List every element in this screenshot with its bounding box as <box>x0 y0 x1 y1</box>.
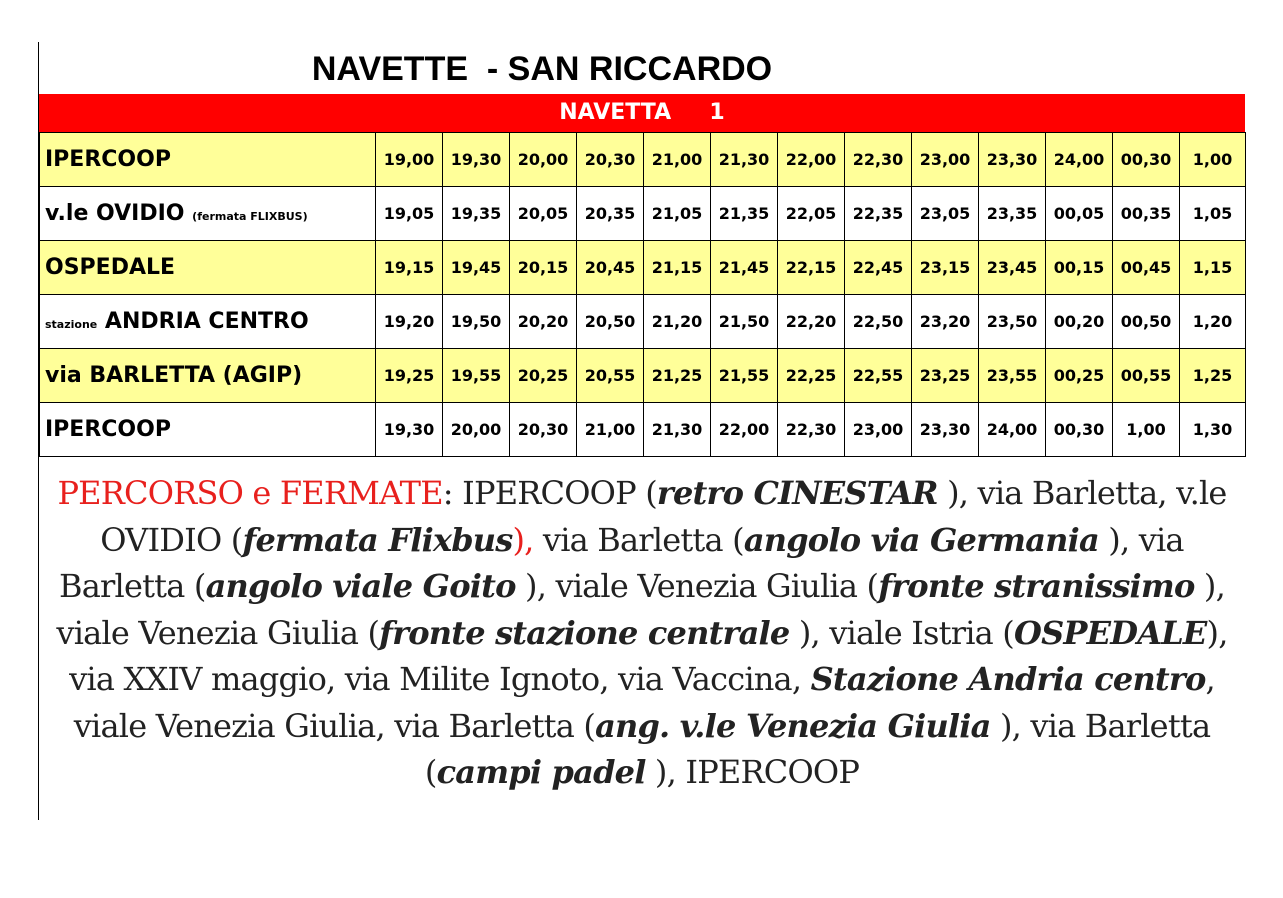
departure-time-cell: 21,30 <box>711 133 778 187</box>
departure-time-cell: 1,00 <box>1113 403 1180 457</box>
departure-time-cell: 23,05 <box>912 187 979 241</box>
departure-time-cell: 23,25 <box>912 349 979 403</box>
departure-time-cell: 1,20 <box>1180 295 1246 349</box>
departure-time-cell: 19,35 <box>443 187 510 241</box>
route-stop-highlight: campi padel <box>436 753 646 791</box>
stop-name: ANDRIA CENTRO <box>104 309 309 334</box>
route-stop-highlight: fronte stazione centrale <box>379 613 790 652</box>
route-stop-highlight: OSPEDALE <box>1014 613 1207 652</box>
route-text: ), via Barletta ( <box>424 706 1211 791</box>
departure-time-cell: 20,50 <box>577 295 644 349</box>
route-text: ), via XXIV maggio, via Milite Ignoto, via Vaccina, <box>69 613 1228 698</box>
departure-time-cell: 23,55 <box>979 349 1046 403</box>
stop-name-cell <box>40 349 376 403</box>
route-stop-highlight: retro CINESTAR <box>656 474 938 512</box>
departure-time-cell: 1,05 <box>1180 187 1246 241</box>
stop-name-cell <box>40 187 376 241</box>
departure-time-cell: 24,00 <box>1046 133 1113 187</box>
departure-time-cell: 22,30 <box>845 133 912 187</box>
schedule-row <box>40 403 1246 457</box>
departure-time-cell: 20,25 <box>510 349 577 403</box>
stop-prefix: stazione <box>45 318 98 331</box>
departure-time-cell: 23,00 <box>845 403 912 457</box>
route-text: ), viale Istria ( <box>789 613 1014 652</box>
departure-time-cell: 21,05 <box>644 187 711 241</box>
schedule-body <box>40 133 1246 457</box>
departure-time-cell: 21,00 <box>644 133 711 187</box>
departure-time-cell: 20,15 <box>510 241 577 295</box>
route-stop-highlight: fronte stranissimo <box>878 567 1195 605</box>
departure-time-cell: 21,55 <box>711 349 778 403</box>
route-text: , viale Venezia Giulia, via Barletta ( <box>73 660 1215 745</box>
departure-time-cell: 19,30 <box>376 403 443 457</box>
departure-time-cell: 19,20 <box>376 295 443 349</box>
departure-time-cell: 19,50 <box>443 295 510 349</box>
departure-time-cell: 20,35 <box>577 187 644 241</box>
route-text: ), IPERCOOP <box>645 753 860 791</box>
departure-time-cell: 22,45 <box>845 241 912 295</box>
departure-time-cell: 00,15 <box>1046 241 1113 295</box>
stop-name: via BARLETTA (AGIP) <box>45 363 303 388</box>
departure-time-cell: 21,15 <box>644 241 711 295</box>
departure-time-cell: 22,05 <box>778 187 845 241</box>
stop-name-cell <box>40 133 376 187</box>
navetta-banner-label: NAVETTA 1 <box>559 100 725 125</box>
departure-time-cell: 00,05 <box>1046 187 1113 241</box>
departure-time-cell: 00,20 <box>1046 295 1113 349</box>
stop-name: IPERCOOP <box>45 147 171 172</box>
departure-time-cell: 20,30 <box>577 133 644 187</box>
stop-note: (fermata FLIXBUS) <box>192 210 308 223</box>
schedule-row <box>40 133 1246 187</box>
schedule-row <box>40 349 1246 403</box>
departure-time-cell: 00,30 <box>1046 403 1113 457</box>
departure-time-cell: 23,30 <box>979 133 1046 187</box>
route-text: ), <box>512 520 534 559</box>
stop-name: OSPEDALE <box>45 255 176 280</box>
departure-time-cell: 19,25 <box>376 349 443 403</box>
departure-time-cell: 19,30 <box>443 133 510 187</box>
stop-name-cell <box>40 295 376 349</box>
departure-time-cell: 19,05 <box>376 187 443 241</box>
schedule-row <box>40 187 1246 241</box>
departure-time-cell: 23,35 <box>979 187 1046 241</box>
departure-time-cell: 20,05 <box>510 187 577 241</box>
route-text: ), via Barletta, v.le OVIDIO ( <box>100 474 1227 559</box>
departure-time-cell: 20,20 <box>510 295 577 349</box>
route-stop-highlight: angolo viale Goito <box>205 567 516 605</box>
departure-time-cell: 21,45 <box>711 241 778 295</box>
departure-time-cell: 23,50 <box>979 295 1046 349</box>
departure-time-cell: 00,35 <box>1113 187 1180 241</box>
navetta-banner <box>39 94 1245 132</box>
route-segments <box>56 474 1227 791</box>
route-text: ), via Barletta ( <box>59 520 1184 605</box>
departure-time-cell: 23,45 <box>979 241 1046 295</box>
departure-time-cell: 21,00 <box>577 403 644 457</box>
departure-time-cell: 00,25 <box>1046 349 1113 403</box>
departure-time-cell: 22,35 <box>845 187 912 241</box>
route-text: ), viale Venezia Giulia ( <box>56 567 1225 652</box>
departure-time-cell: 1,00 <box>1180 133 1246 187</box>
departure-time-cell: 21,30 <box>644 403 711 457</box>
departure-time-cell: 19,15 <box>376 241 443 295</box>
departure-time-cell: 22,00 <box>778 133 845 187</box>
route-stop-highlight: Stazione Andria centro <box>810 660 1206 698</box>
departure-time-cell: 20,30 <box>510 403 577 457</box>
departure-time-cell: 22,00 <box>711 403 778 457</box>
departure-time-cell: 00,30 <box>1113 133 1180 187</box>
departure-time-cell: 22,30 <box>778 403 845 457</box>
route-text: via Barletta ( <box>533 520 744 559</box>
departure-time-cell: 23,30 <box>912 403 979 457</box>
stop-name-cell <box>40 241 376 295</box>
departure-time-cell: 1,25 <box>1180 349 1246 403</box>
departure-time-cell: 19,45 <box>443 241 510 295</box>
departure-time-cell: 22,25 <box>778 349 845 403</box>
schedule-row <box>40 295 1246 349</box>
route-heading: PERCORSO e FERMATE <box>57 474 443 512</box>
departure-time-cell: 1,30 <box>1180 403 1246 457</box>
departure-time-cell: 19,00 <box>376 133 443 187</box>
departure-time-cell: 00,50 <box>1113 295 1180 349</box>
departure-time-cell: 21,20 <box>644 295 711 349</box>
page-title: NAVETTE - SAN RICCARDO <box>311 50 773 88</box>
departure-time-cell: 22,15 <box>778 241 845 295</box>
departure-time-cell: 23,00 <box>912 133 979 187</box>
departure-time-cell: 00,45 <box>1113 241 1180 295</box>
stop-name-cell <box>40 403 376 457</box>
departure-time-cell: 20,00 <box>443 403 510 457</box>
departure-time-cell: 23,20 <box>912 295 979 349</box>
departure-time-cell: 20,00 <box>510 133 577 187</box>
departure-time-cell: 21,25 <box>644 349 711 403</box>
departure-time-cell: 21,50 <box>711 295 778 349</box>
route-text: : IPERCOOP ( <box>442 474 657 512</box>
route-stop-highlight: ang. v.le Venezia Giulia <box>595 706 991 745</box>
route-stop-highlight: angolo via Germania <box>743 520 1099 559</box>
schedule-row <box>40 241 1246 295</box>
departure-time-cell: 24,00 <box>979 403 1046 457</box>
departure-time-cell: 20,55 <box>577 349 644 403</box>
departure-time-cell: 22,50 <box>845 295 912 349</box>
route-description <box>44 470 1240 796</box>
stop-name: IPERCOOP <box>45 417 171 442</box>
schedule-table <box>39 132 1246 457</box>
departure-time-cell: 23,15 <box>912 241 979 295</box>
route-text: ), viale Venezia Giulia ( <box>515 567 879 605</box>
departure-time-cell: 21,35 <box>711 187 778 241</box>
departure-time-cell: 19,55 <box>443 349 510 403</box>
departure-time-cell: 20,45 <box>577 241 644 295</box>
departure-time-cell: 22,55 <box>845 349 912 403</box>
departure-time-cell: 1,15 <box>1180 241 1246 295</box>
departure-time-cell: 00,55 <box>1113 349 1180 403</box>
departure-time-cell: 22,20 <box>778 295 845 349</box>
stop-name: v.le OVIDIO <box>45 201 185 226</box>
route-stop-highlight: fermata Flixbus <box>242 520 513 559</box>
